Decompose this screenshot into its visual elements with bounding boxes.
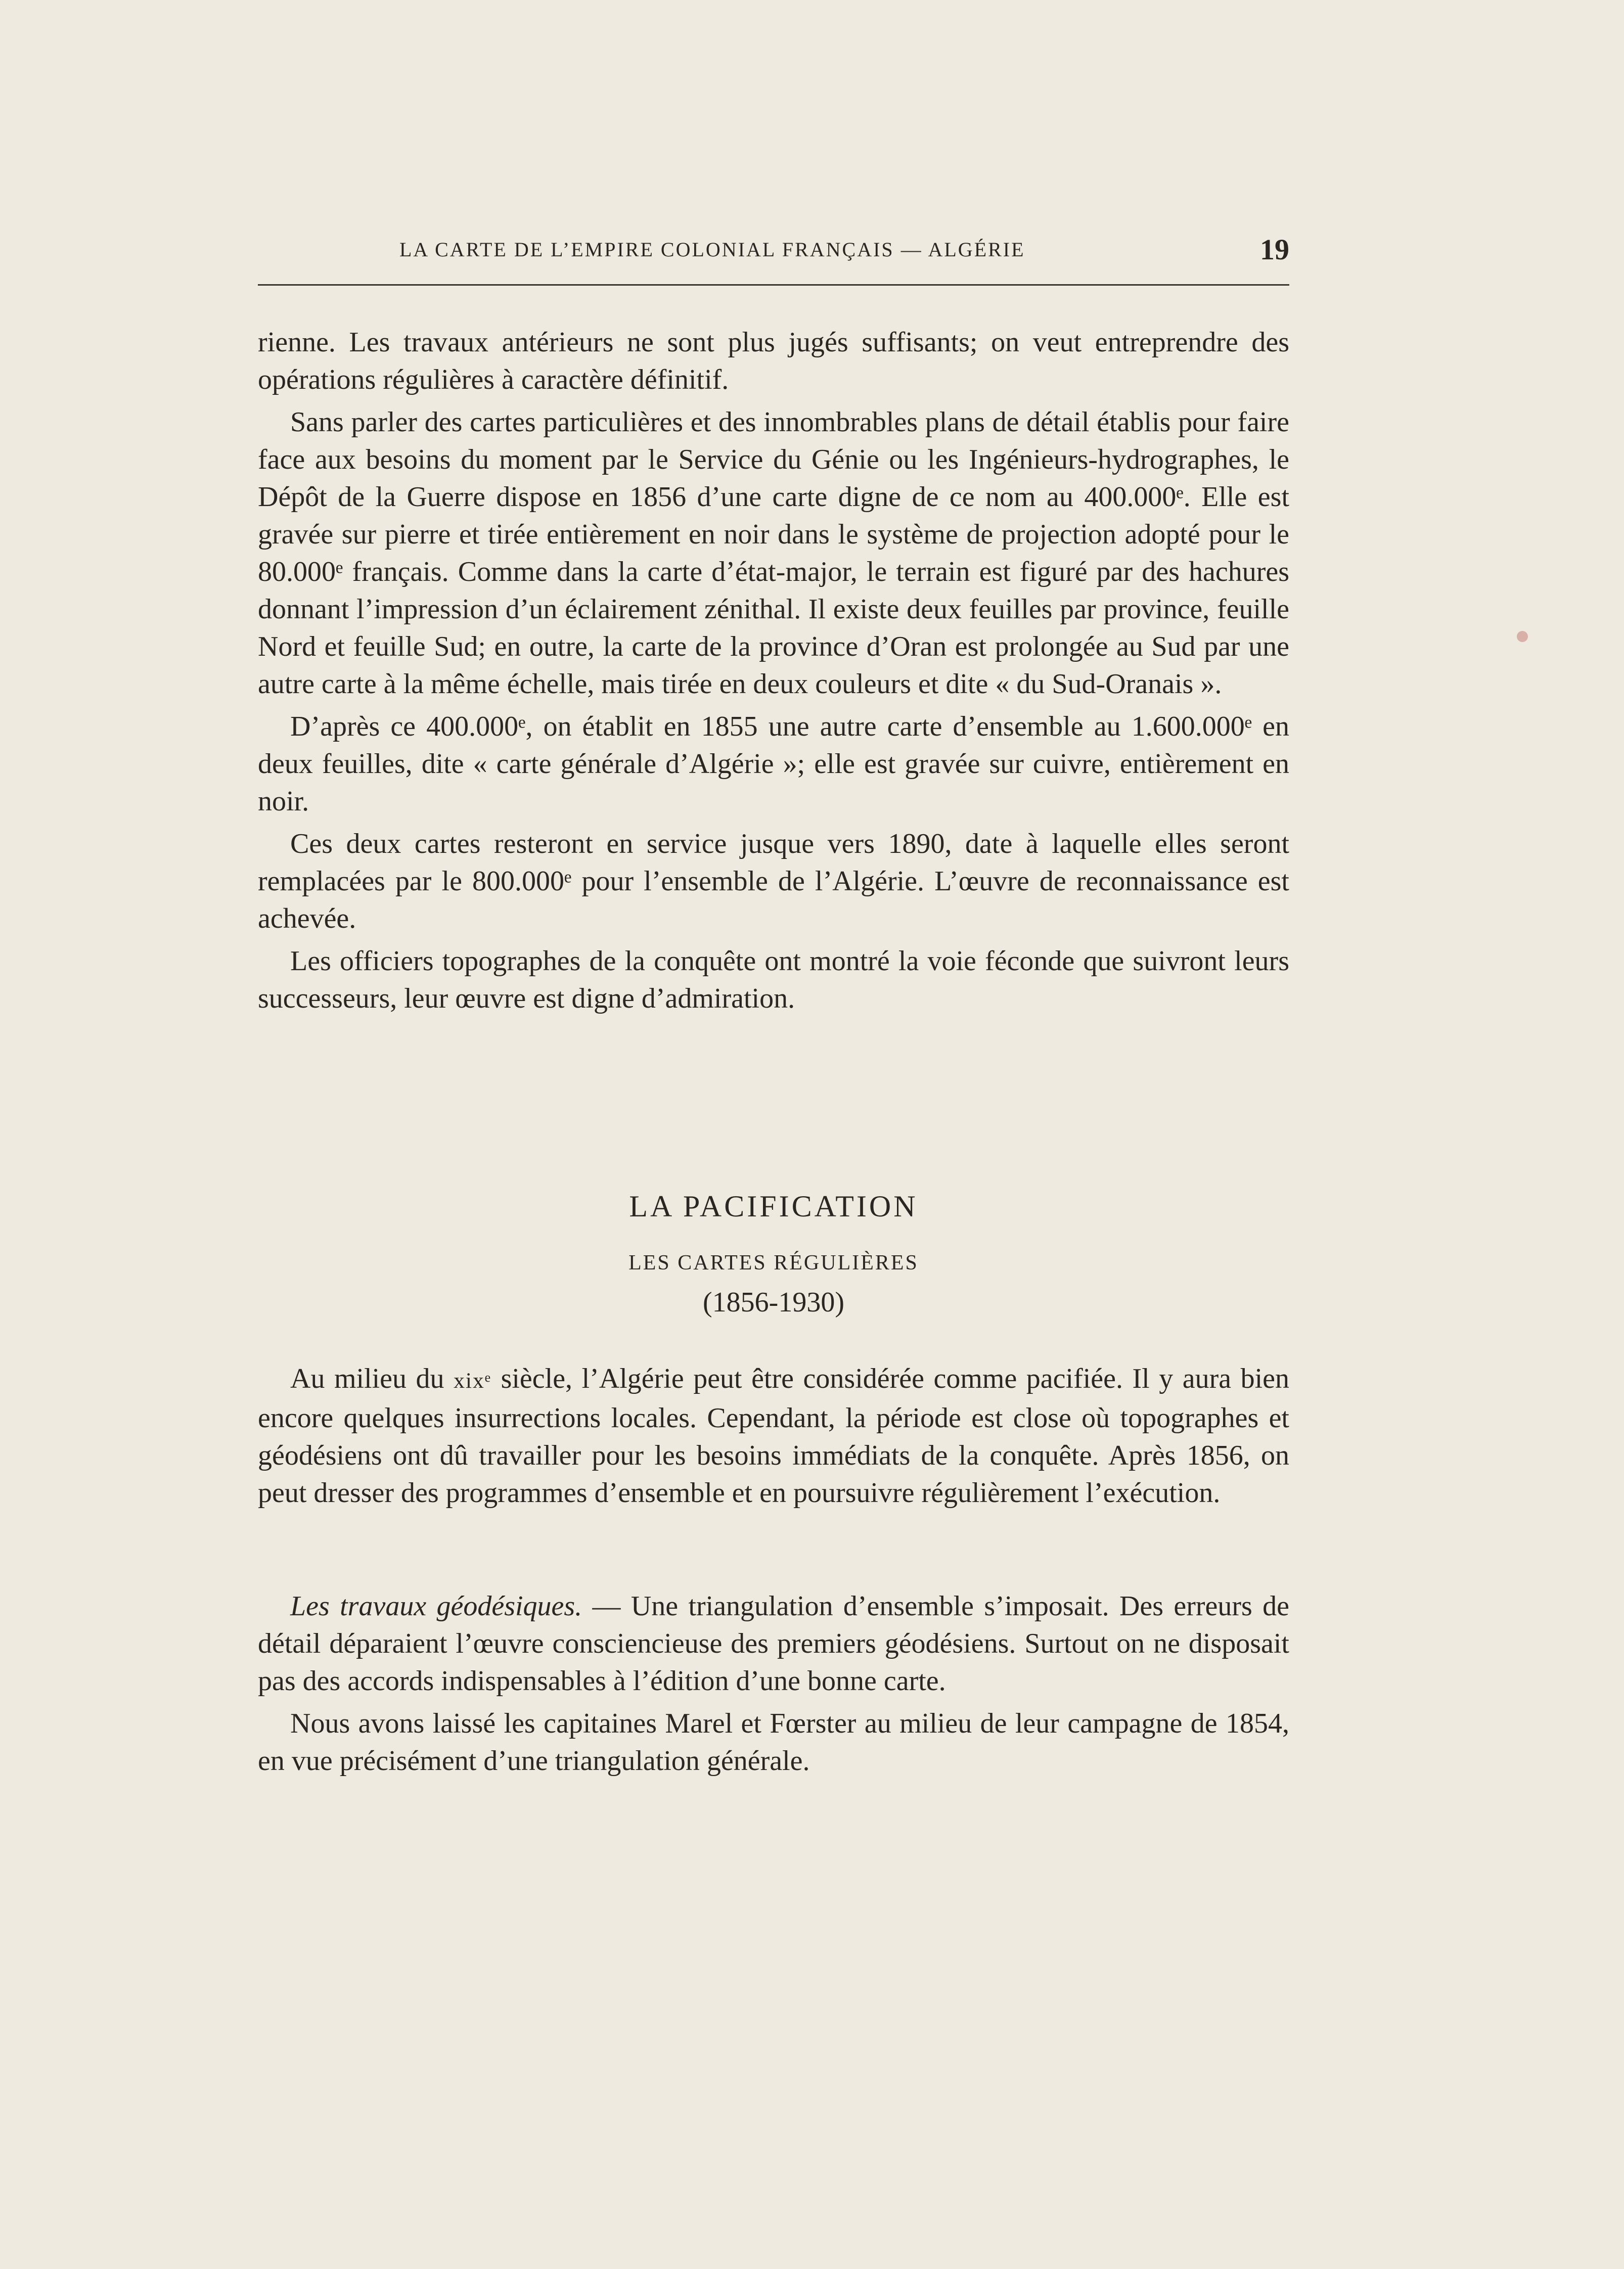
header-rule	[258, 284, 1289, 286]
paragraph-6-start: Au milieu du	[290, 1363, 454, 1394]
paragraph-7	[258, 1587, 1289, 1700]
section-dates: (1856-1930)	[703, 1287, 844, 1318]
text-block-bottom	[258, 1587, 1289, 1780]
paragraph-2: Sans parler des cartes particulières et des innombrables plans de détail établis pour faire face aux besoins du moment par le Service du Génie ou les Ingénieurs-hydrographes, le Dépôt de la Guerre dispose en 1856 d’une carte digne de ce nom au 400.000ᵉ. Elle est gravée sur pierre et tirée entièrement en noir dans le système de projection adopté pour le 80.000ᵉ français. Comme dans la carte d’état-major, le terrain est figuré par des hachures donnant l’impression d’un éclairement zénithal. Il existe deux feuilles par province, feuille Nord et feuille Sud; en outre, la carte de la province d’Oran est prolongée au Sud par une autre carte à la même échelle, mais tirée en deux couleurs et dite « du Sud-Oranais ».	[258, 406, 1289, 700]
running-head-part-1: LA CARTE DE L’	[399, 238, 571, 261]
paper-stain	[1517, 631, 1528, 642]
paragraph-6-rest: siècle, l’Algérie peut être considérée comme pacifiée. Il y aura bien encore quelques insurrections locales. Cependant, la période est close où topographes et géodésiens ont dû travailler pour les besoins immédiats de la conquête. Après 1856, on peut dresser des programmes d’ensemble et en poursuivre régulièrement l’exécution.	[258, 1363, 1290, 1509]
section-title: LA PACIFICATION	[629, 1190, 918, 1223]
section-subtitle: LES CARTES RÉGULIÈRES	[628, 1251, 919, 1275]
page-number: 19	[1260, 233, 1289, 266]
geodesy-heading: Les travaux géodésiques.	[290, 1591, 582, 1622]
paragraph-1: rienne. Les travaux antérieurs ne sont plus jugés suffisants; on veut entreprendre des opérations régulières à caractère définitif.	[258, 327, 1289, 395]
text-block-top	[258, 324, 1289, 1017]
running-head-part-3: ALGÉRIE	[928, 238, 1025, 261]
geodesy-text: — Une triangulation d’ensemble s’imposait. Des erreurs de détail déparaient l’œuvre consciencieuse des premiers géodésiens. Surtout on ne disposait pas des accords indispensables à l’édition d’une bonne carte.	[258, 1591, 1289, 1697]
running-head-part-2: EMPIRE COLONIAL FRANÇAIS	[571, 238, 894, 261]
paragraph-3: D’après ce 400.000ᵉ, on établit en 1855 une autre carte d’ensemble au 1.600.000ᵉ en deux feuilles, dite « carte générale d’Algérie »; elle est gravée sur cuivre, entièrement en noir.	[258, 711, 1289, 817]
paragraph-8: Nous avons laissé les capitaines Marel et Fœrster au milieu de leur campagne de 1854, en vue précisément d’une triangulation générale.	[258, 1708, 1289, 1777]
running-head	[258, 233, 1289, 273]
century-small-caps: xixᵉ	[454, 1369, 492, 1393]
running-head-title	[399, 238, 1025, 261]
paragraph-5: Les officiers topographes de la conquête ont montré la voie féconde que suivront leurs successeurs, leur œuvre est digne d’admiration.	[258, 945, 1289, 1014]
text-block-middle	[258, 1360, 1289, 1512]
running-head-separator: —	[894, 238, 928, 261]
paragraph-4: Ces deux cartes resteront en service jusque vers 1890, date à laquelle elles seront remplacées par le 800.000ᵉ pour l’ensemble de l’Algérie. L’œuvre de reconnaissance est achevée.	[258, 828, 1289, 934]
paragraph-6	[258, 1360, 1289, 1512]
